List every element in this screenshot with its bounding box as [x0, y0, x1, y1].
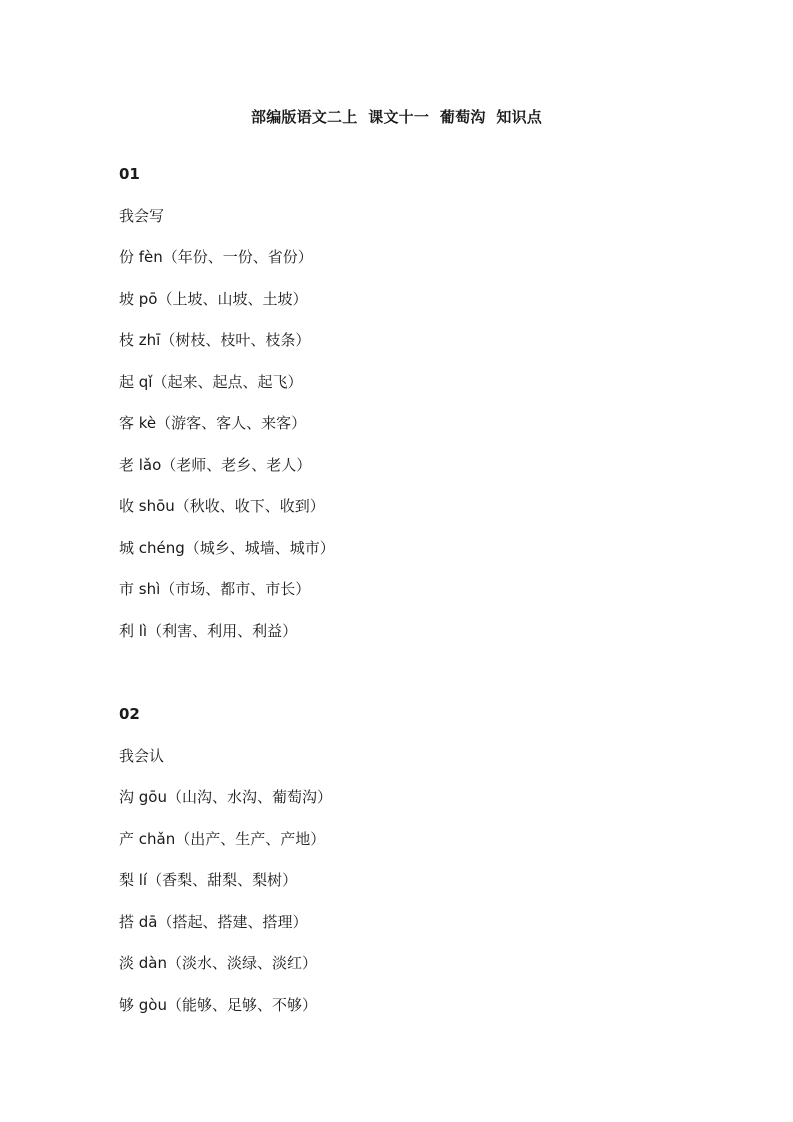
section-number: 02 — [119, 705, 140, 723]
word-entry: 够 gòu（能够、足够、不够） — [119, 995, 317, 1014]
word-entry: 梨 lí（香梨、甜梨、梨树） — [119, 871, 298, 889]
section-write — [119, 164, 719, 641]
section-heading: 我会写 — [119, 206, 165, 225]
word-entry: 产 chǎn（出产、生产、产地） — [119, 829, 326, 848]
word-list — [119, 247, 719, 641]
word-entry: 老 lǎo（老师、老乡、老人） — [119, 455, 312, 474]
word-list — [119, 787, 719, 1015]
word-entry: 利 lì（利害、利用、利益） — [119, 621, 298, 640]
word-entry: 市 shì（市场、都市、市长） — [119, 580, 311, 598]
section-heading: 我会认 — [119, 746, 165, 765]
word-entry: 份 fèn（年份、一份、省份） — [119, 248, 313, 266]
word-entry: 搭 dā（搭起、搭建、搭理） — [119, 912, 308, 931]
word-entry: 淡 dàn（淡水、淡绿、淡红） — [119, 954, 317, 972]
word-entry: 枝 zhī（树枝、枝叶、枝条） — [119, 331, 311, 349]
word-entry: 坡 pō（上坡、山坡、土坡） — [119, 289, 308, 308]
word-entry: 沟 gōu（山沟、水沟、葡萄沟） — [119, 788, 332, 806]
word-entry: 客 kè（游客、客人、来客） — [119, 414, 307, 432]
word-entry: 起 qǐ（起来、起点、起飞） — [119, 372, 303, 391]
word-entry: 收 shōu（秋收、收下、收到） — [119, 497, 325, 515]
document-title: 部编版语文二上 课文十一 葡萄沟 知识点 — [251, 108, 542, 126]
section-recognize — [119, 704, 719, 1015]
word-entry: 城 chéng（城乡、城墙、城市） — [119, 538, 335, 557]
section-number: 01 — [119, 165, 140, 183]
